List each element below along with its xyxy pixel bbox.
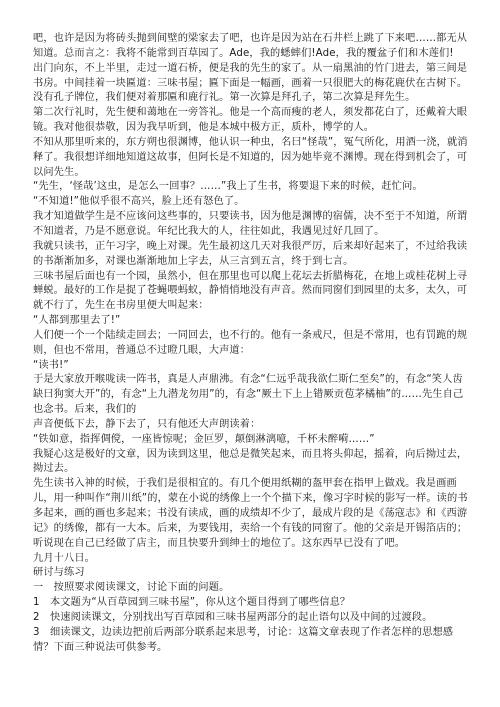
paragraph-dont-know: “不知道!”他似乎很不高兴，脸上还有怒色了。	[33, 196, 245, 208]
paragraph-drawing: 先生读书入神的时候，于我们是很相宜的。有几个便用纸糊的盔甲套在指甲上做戏。我是画画儿，用一种叫作“荆川纸”的，蒙在小说的绣像上一个个描下来，像习字时候的影写一样。读的书多起来，画的画也多起来；书没有读成，画的成绩却不少了，最成片段的是《荡寇志》和《西游记》的绣像，都有一大本。后来，为要钱用，卖给一个有钱的同窗了。他的父亲是开锡箔店的；听说现在自己已经做了店主，而且快要升到绅士的地位了。这东西早已没有了吧。	[33, 478, 468, 549]
paragraph-voices-lower: 声音便低下去，静下去了，只有他还大声朗读着：	[33, 418, 261, 430]
paragraph-reading-noise: 于是大家放开喉咙读一阵书，真是人声鼎沸。有念“仁远乎哉我欲仁斯仁至矣”的，有念“笑人齿缺曰狗窦大开”的，有念“上九潜龙勿用”的，有念“厥土下上上错厥贡苞茅橘柚”的……先生自己也念书。后来，我们的	[33, 374, 464, 416]
paragraph-student-duty: 我才知道做学生是不应该问这些事的，只要读书，因为他是渊博的宿儒，决不至于不知道，所谓不知道者，乃是不愿意说。年纪比我大的人，往往如此，我遇见过好几回了。	[33, 211, 468, 237]
paragraph-where-everyone: “人都到那里去了!”	[33, 315, 121, 327]
paragraph-second-bow: 第二次行礼时，先生便和蔼地在一旁答礼。他是一个高而瘦的老人，须发都花白了，还戴着大眼镜。我对他很恭敬，因为我早听到，他是本城中极方正，质朴，博学的人。	[33, 107, 468, 134]
paragraph-recitation: “铁如意，指挥倜傥，一座皆惊呢；金叵罗，颠倒淋漓噫，千杯未醉嗬……”	[33, 433, 375, 445]
exercise-question-1: 1 本文题为“从百草园到三味书屋”，你从这个题目得到了哪些信息？	[33, 597, 351, 609]
paragraph-question: “先生，‘怪哉’这虫，是怎么一回事？……”我上了生书，将要退下来的时候，赶忙问。	[33, 181, 423, 193]
paragraph-farewell-garden: 吧，也许是因为将砖头抛到间壁的梁家去了吧，也许是因为站在石井栏上跳了下来吧……都无从知道。总而言之：我将不能常到百草园了。Ade，我的蟋蟀们!Ade，我的覆盆子们和木莲们!	[33, 33, 468, 59]
exercise-question-2: 2 快速阅读课文，分别找出写百草园和三味书屋两部分的起止语句以及中间的过渡段。	[33, 611, 433, 623]
paragraph-read-command: “读书!”	[33, 359, 69, 371]
exercise-question-3: 3 细读课文，边读边把前后两部分联系起来思考，讨论：这篇文章表现了作者怎样的思想感情？下面三种说法可供参考。	[33, 626, 454, 653]
section-heading-exercises: 研讨与练习	[33, 567, 85, 579]
paragraph-teacher-house: 出门向东，不上半里，走过一道石桥，便是我的先生的家了。从一扇黑油的竹门进去，第三间是书房。中间挂着一块匾道：三味书屋；匾下面是一幅画，画着一只很肥大的梅花鹿伏在古树下。没有孔子牌位，我们便对着那匾和鹿行礼。第一次算是拜孔子，第二次算是拜先生。	[33, 62, 468, 104]
paragraph-guaizai-insect: 不知从那里听来的，东方朔也很渊博，他认识一种虫，名曰“怪哉”，冤气所化，用酒一浇，就消释了。我很想详细地知道这故事，但阿长是不知道的，因为她毕竟不渊博。现在得到机会了，可以问先生。	[33, 136, 468, 178]
paragraph-fine-essay: 我疑心这是极好的文章，因为读到这里，他总是微笑起来，而且将头仰起，摇着，向后拗过去，拗过去。	[33, 448, 468, 475]
paragraph-date: 九月十八日。	[33, 552, 96, 564]
exercise-part-one: 一 按照要求阅读课文，讨论下面的问题。	[33, 582, 230, 594]
paragraph-back-garden: 三味书屋后面也有一个园，虽然小，但在那里也可以爬上花坛去折腊梅花，在地上或桂花树上寻蝉蜕。最好的工作是捉了苍蝇喂蚂蚁，静悄悄地没有声音。然而同窗们到园里的太多，太久，可就不行了，先生在书房里便大叫起来：	[33, 270, 468, 312]
paragraph-return-one-by-one: 人们便一个一个陆续走回去；一同回去，也不行的。他有一条戒尺，但是不常用，也有罚跪的规则，但也不常用，普通总不过瞪几眼，大声道：	[33, 329, 468, 356]
paragraph-reading-routine: 我就只读书，正午习字，晚上对课。先生最初这几天对我很严厉，后来却好起来了，不过给我读的书渐渐加多，对课也渐渐地加上字去，从三言到五言，终于到七言。	[33, 240, 468, 267]
